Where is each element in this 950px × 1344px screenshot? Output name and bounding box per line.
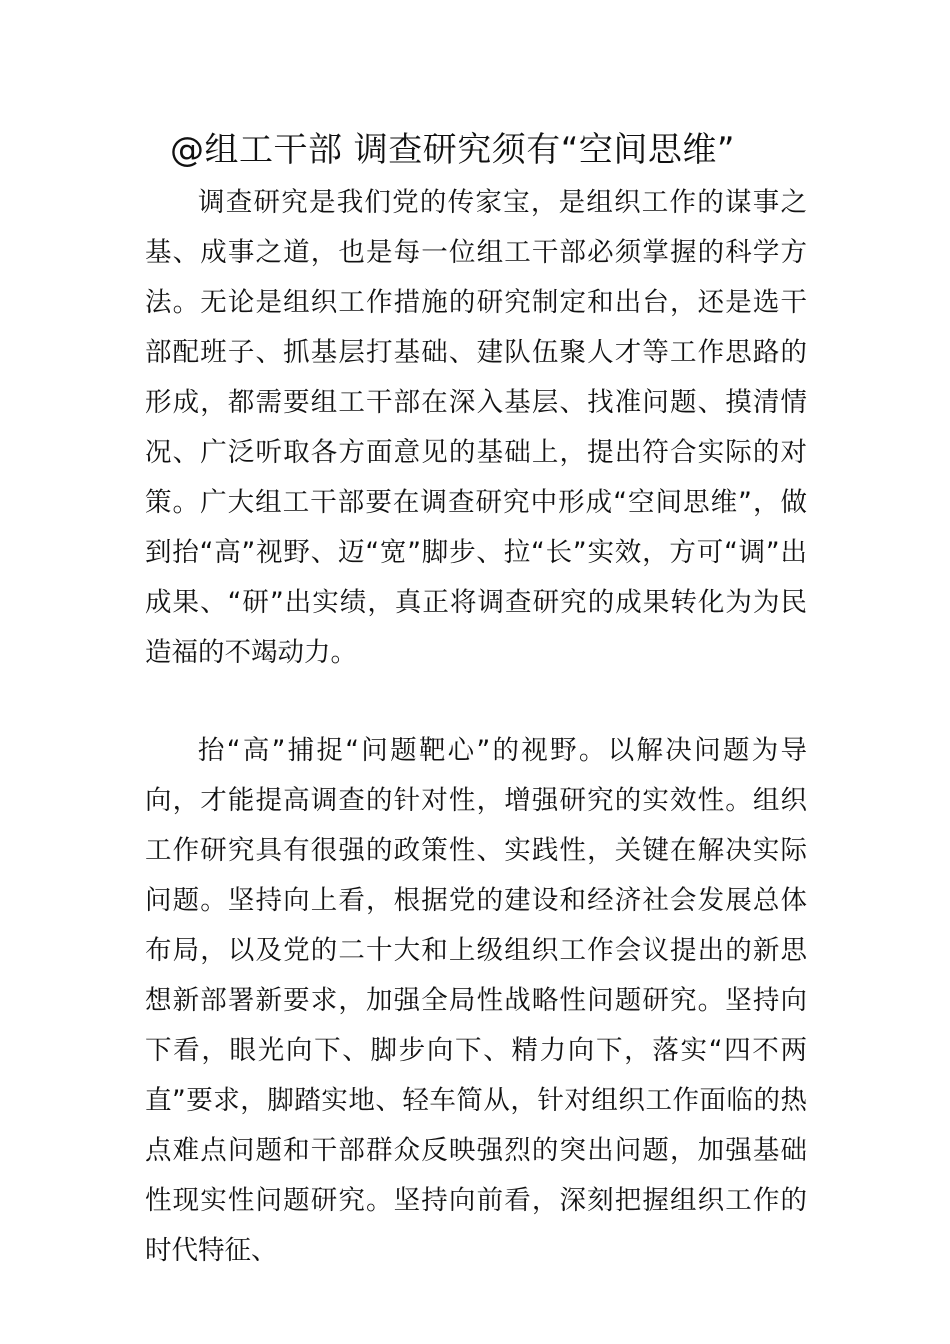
- document-title: @组工干部 调查研究须有“空间思维”: [170, 130, 736, 170]
- body-paragraph: 调查研究是我们党的传家宝，是组织工作的谋事之基、成事之道，也是每一位组工干部必须掌握的科学方法。无论是组织工作措施的研究制定和出台，还是选干部配班子、抓基层打基础、建队伍聚人才等工作思路的形成，都需要组工干部在深入基层、找准问题、摸清情况、广泛听取各方面意见的基础上，提出符合实际的对策。广大组工干部要在调查研究中形成“空间思维”，做到抬“高”视野、迈“宽”脚步、拉“长”实效，方可“调”出成果、“研”出实绩，真正将调查研究的成果转化为为民造福的不竭动力。: [145, 187, 807, 668]
- body-paragraph: 抬“高”捕捉“问题靶心”的视野。以解决问题为导向，才能提高调查的针对性，增强研究的实效性。组织工作研究具有很强的政策性、实践性，关键在解决实际问题。坚持向上看，根据党的建设和经济社会发展总体布局，以及党的二十大和上级组织工作会议提出的新思想新部署新要求，加强全局性战略性问题研究。坚持向下看，眼光向下、脚步向下、精力向下，落实“四不两直”要求，脚踏实地、轻车简从，针对组织工作面临的热点难点问题和干部群众反映强烈的突出问题，加强基础性现实性问题研究。坚持向前看，深刻把握组织工作的时代特征、: [145, 735, 807, 1266]
